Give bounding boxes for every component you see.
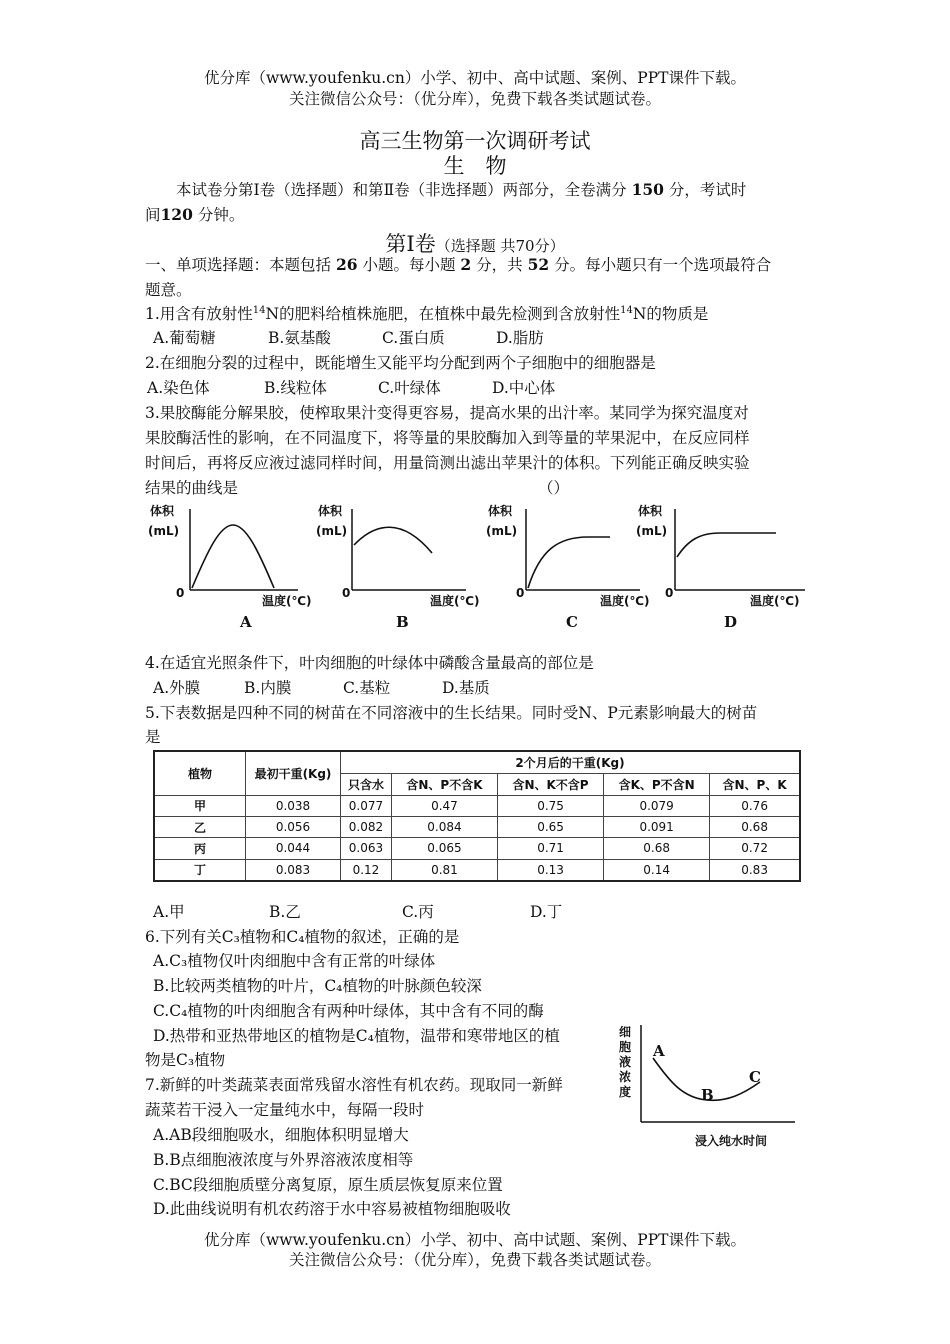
th-col: 含N、K不含P	[498, 773, 604, 795]
q6-option-d-line-2: 物是C₃植物	[145, 1051, 226, 1069]
q1-stem: 1.用含有放射性$^{14}$N的肥料给植株施肥，在植株中最先检测到含放射性$^{14}$N的物质是	[145, 304, 709, 323]
q7-point-a: A	[653, 1042, 665, 1060]
q7-line-2: 蔬菜若干浸入一定量纯水中，每隔一段时	[145, 1101, 425, 1119]
q5-option-b: B.乙	[269, 903, 301, 921]
header-line-2: 关注微信公众号：（优分库），免费下载各类试题试卷。	[288, 90, 661, 108]
q1-option-a: A.葡萄糖	[153, 329, 216, 347]
chart-b-origin: 0	[342, 586, 351, 600]
chart-c-letter: C	[566, 613, 578, 631]
chart-c-yunit: (mL)	[486, 524, 518, 538]
q7-ylabel-5: 度	[619, 1085, 632, 1099]
chart-c-curve	[528, 537, 610, 588]
cell: 0.76	[710, 795, 800, 816]
chart-a-origin: 0	[176, 586, 185, 600]
cell: 乙	[154, 816, 246, 837]
cell: 丁	[154, 859, 246, 881]
q4-option-b: B.内膜	[244, 679, 292, 697]
cell: 0.044	[246, 838, 341, 859]
q7-option-d: D.此曲线说明有机农药溶于水中容易被植物细胞吸收	[153, 1200, 511, 1218]
q3-line-3: 时间后，再将反应液过滤同样时间，用量筒测出滤出苹果汁的体积。下列能正确反映实验	[145, 454, 750, 472]
chart-c-origin: 0	[516, 586, 525, 600]
cell: 0.68	[604, 838, 710, 859]
chart-d-xlabel: 温度(℃)	[750, 594, 800, 608]
q7-chart	[615, 1020, 815, 1150]
q6-option-d-line-1: D.热带和亚热带地区的植物是C₄植物，温带和寒带地区的植	[153, 1027, 560, 1045]
cell: 0.091	[604, 816, 710, 837]
table-row	[154, 838, 800, 859]
table-row	[154, 816, 800, 837]
cell: 0.063	[341, 838, 392, 859]
paper-title: 高三生物第一次调研考试	[359, 129, 591, 153]
th-col: 含N、P、K	[710, 773, 800, 795]
q7-ylabel-1: 细	[619, 1025, 632, 1039]
chart-d-letter: D	[724, 613, 738, 631]
q1-option-c: C.蛋白质	[382, 329, 445, 347]
q6-stem: 6.下列有关C₃植物和C₄植物的叙述，正确的是	[145, 928, 460, 946]
q7-option-b: B.B点细胞液浓度与外界溶液浓度相等	[153, 1151, 414, 1169]
q2-stem: 2.在细胞分裂的过程中，既能增生又能平均分配到两个子细胞中的细胞器是	[145, 354, 656, 372]
chart-b-ylabel: 体积	[318, 504, 343, 518]
q6-option-b: B.比较两类植物的叶片，C₄植物的叶脉颜色较深	[153, 977, 482, 995]
chart-b-letter: B	[396, 613, 409, 631]
section1-line-1: 一、单项选择题：本题包括 26 小题。每小题 2 分，共 52 分。每小题只有一个选项最符合	[145, 255, 772, 274]
cell: 0.71	[498, 838, 604, 859]
q7-line-1: 7.新鲜的叶类蔬菜表面常残留水溶性有机农药。现取同一新鲜	[145, 1076, 563, 1094]
cell: 0.12	[341, 859, 392, 881]
cell: 0.079	[604, 795, 710, 816]
cell: 0.13	[498, 859, 604, 881]
cell: 0.65	[498, 816, 604, 837]
q5-option-c: C.丙	[402, 903, 434, 921]
q5-line-1: 5.下表数据是四种不同的树苗在不同溶液中的生长结果。同时受N、P元素影响最大的树苗	[145, 704, 758, 722]
cell: 0.81	[391, 859, 497, 881]
q7-option-a: A.AB段细胞吸水，细胞体积明显增大	[153, 1126, 409, 1144]
q7-ylabel	[619, 1024, 631, 1099]
chart-a-curve	[192, 525, 274, 588]
chart-d-yunit: (mL)	[636, 524, 668, 538]
chart-c-xlabel: 温度(℃)	[600, 594, 650, 608]
q5-option-a: A.甲	[153, 903, 185, 921]
cell: 0.72	[710, 838, 800, 859]
chart-a-yunit: (mL)	[148, 524, 180, 538]
q5-option-d: D.丁	[530, 903, 563, 921]
th-initial-weight: 最初干重(Kg)	[246, 751, 341, 795]
q4-option-c: C.基粒	[343, 679, 391, 697]
cell: 0.83	[710, 859, 800, 881]
chart-b-xlabel: 温度(℃)	[430, 594, 480, 608]
q3-line-2: 果胶酶活性的影响，在不同温度下，将等量的果胶酶加入到等量的苹果泥中，在反应同样	[145, 429, 750, 447]
footer-line-1: 优分库（www.youfenku.cn）小学、初中、高中试题、案例、PPT课件下载。	[203, 1231, 747, 1249]
chart-a-letter: A	[240, 613, 252, 631]
chart-b-curve	[354, 527, 432, 553]
cell: 0.084	[391, 816, 497, 837]
chart-c-ylabel: 体积	[488, 504, 513, 518]
footer-line-2: 关注微信公众号：（优分库），免费下载各类试题试卷。	[288, 1251, 661, 1269]
header-line-1: 优分库（www.youfenku.cn）小学、初中、高中试题、案例、PPT课件下载。	[203, 69, 747, 87]
th-after-two-months: 2个月后的干重(Kg)	[341, 751, 801, 773]
q7-ylabel-4: 浓	[619, 1070, 632, 1084]
cell: 0.065	[391, 838, 497, 859]
q4-option-d: D.基质	[442, 679, 490, 697]
cell: 0.68	[710, 816, 800, 837]
q7-ylabel-2: 胞	[619, 1040, 632, 1054]
cell: 0.056	[246, 816, 341, 837]
intro-line-2: 间120 分钟。	[145, 205, 245, 224]
cell: 0.082	[341, 816, 392, 837]
q7-point-c: C	[749, 1068, 761, 1086]
chart-d-curve	[677, 533, 776, 557]
th-col: 含N、P不含K	[391, 773, 497, 795]
chart-b	[316, 503, 480, 631]
part1-heading: 第Ⅰ卷（选择题 共70分）	[385, 232, 565, 256]
q1-option-b: B.氨基酸	[268, 329, 331, 347]
intro-line-1: 本试卷分第Ⅰ卷（选择题）和第Ⅱ卷（非选择题）两部分，全卷满分 150 分，考试时	[176, 180, 747, 199]
q2-option-d: D.中心体	[492, 379, 556, 397]
table-row	[154, 795, 800, 816]
cell: 0.083	[246, 859, 341, 881]
q7-ylabel-3: 液	[619, 1055, 632, 1069]
q2-option-c: C.叶绿体	[378, 379, 441, 397]
chart-d	[636, 503, 805, 631]
q6-option-a: A.C₃植物仅叶肉细胞中含有正常的叶绿体	[153, 952, 436, 970]
q7-xlabel: 浸入纯水时间	[695, 1134, 768, 1148]
q3-line-4: 结果的曲线是	[145, 479, 239, 497]
th-col: 只含水	[341, 773, 392, 795]
q5-line-2: 是	[145, 728, 161, 746]
th-col: 含K、P不含N	[604, 773, 710, 795]
q4-option-a: A.外膜	[153, 679, 201, 697]
cell: 0.75	[498, 795, 604, 816]
q7-point-b: B	[701, 1086, 714, 1104]
th-plant: 植物	[154, 751, 246, 795]
q2-option-a: A.染色体	[147, 379, 210, 397]
q3-charts	[140, 495, 820, 640]
q3-line-1: 3.果胶酶能分解果胶，使榨取果汁变得更容易，提高水果的出汁率。某同学为探究温度对	[145, 404, 749, 422]
q6-option-c: C.C₄植物的叶肉细胞含有两种叶绿体，其中含有不同的酶	[153, 1002, 544, 1020]
q5-data-table	[153, 750, 801, 882]
cell: 丙	[154, 838, 246, 859]
chart-b-yunit: (mL)	[316, 524, 348, 538]
subject-title: 生 物	[443, 154, 507, 178]
cell: 0.038	[246, 795, 341, 816]
cell: 甲	[154, 795, 246, 816]
q7-option-c: C.BC段细胞质壁分离复原，原生质层恢复原来位置	[153, 1176, 503, 1194]
chart-a-ylabel: 体积	[150, 504, 175, 518]
chart-a	[148, 503, 312, 631]
q1-option-d: D.脂肪	[496, 329, 544, 347]
section1-line-2: 题意。	[145, 281, 192, 299]
table-row	[154, 859, 800, 881]
q4-stem: 4.在适宜光照条件下，叶肉细胞的叶绿体中磷酸含量最高的部位是	[145, 654, 594, 672]
chart-a-xlabel: 温度(℃)	[262, 594, 312, 608]
chart-d-origin: 0	[665, 586, 674, 600]
cell: 0.47	[391, 795, 497, 816]
q2-option-b: B.线粒体	[264, 379, 327, 397]
cell: 0.14	[604, 859, 710, 881]
cell: 0.077	[341, 795, 392, 816]
chart-d-ylabel: 体积	[638, 504, 663, 518]
chart-c	[486, 503, 650, 631]
q3-answer-paren: （）	[538, 479, 570, 497]
